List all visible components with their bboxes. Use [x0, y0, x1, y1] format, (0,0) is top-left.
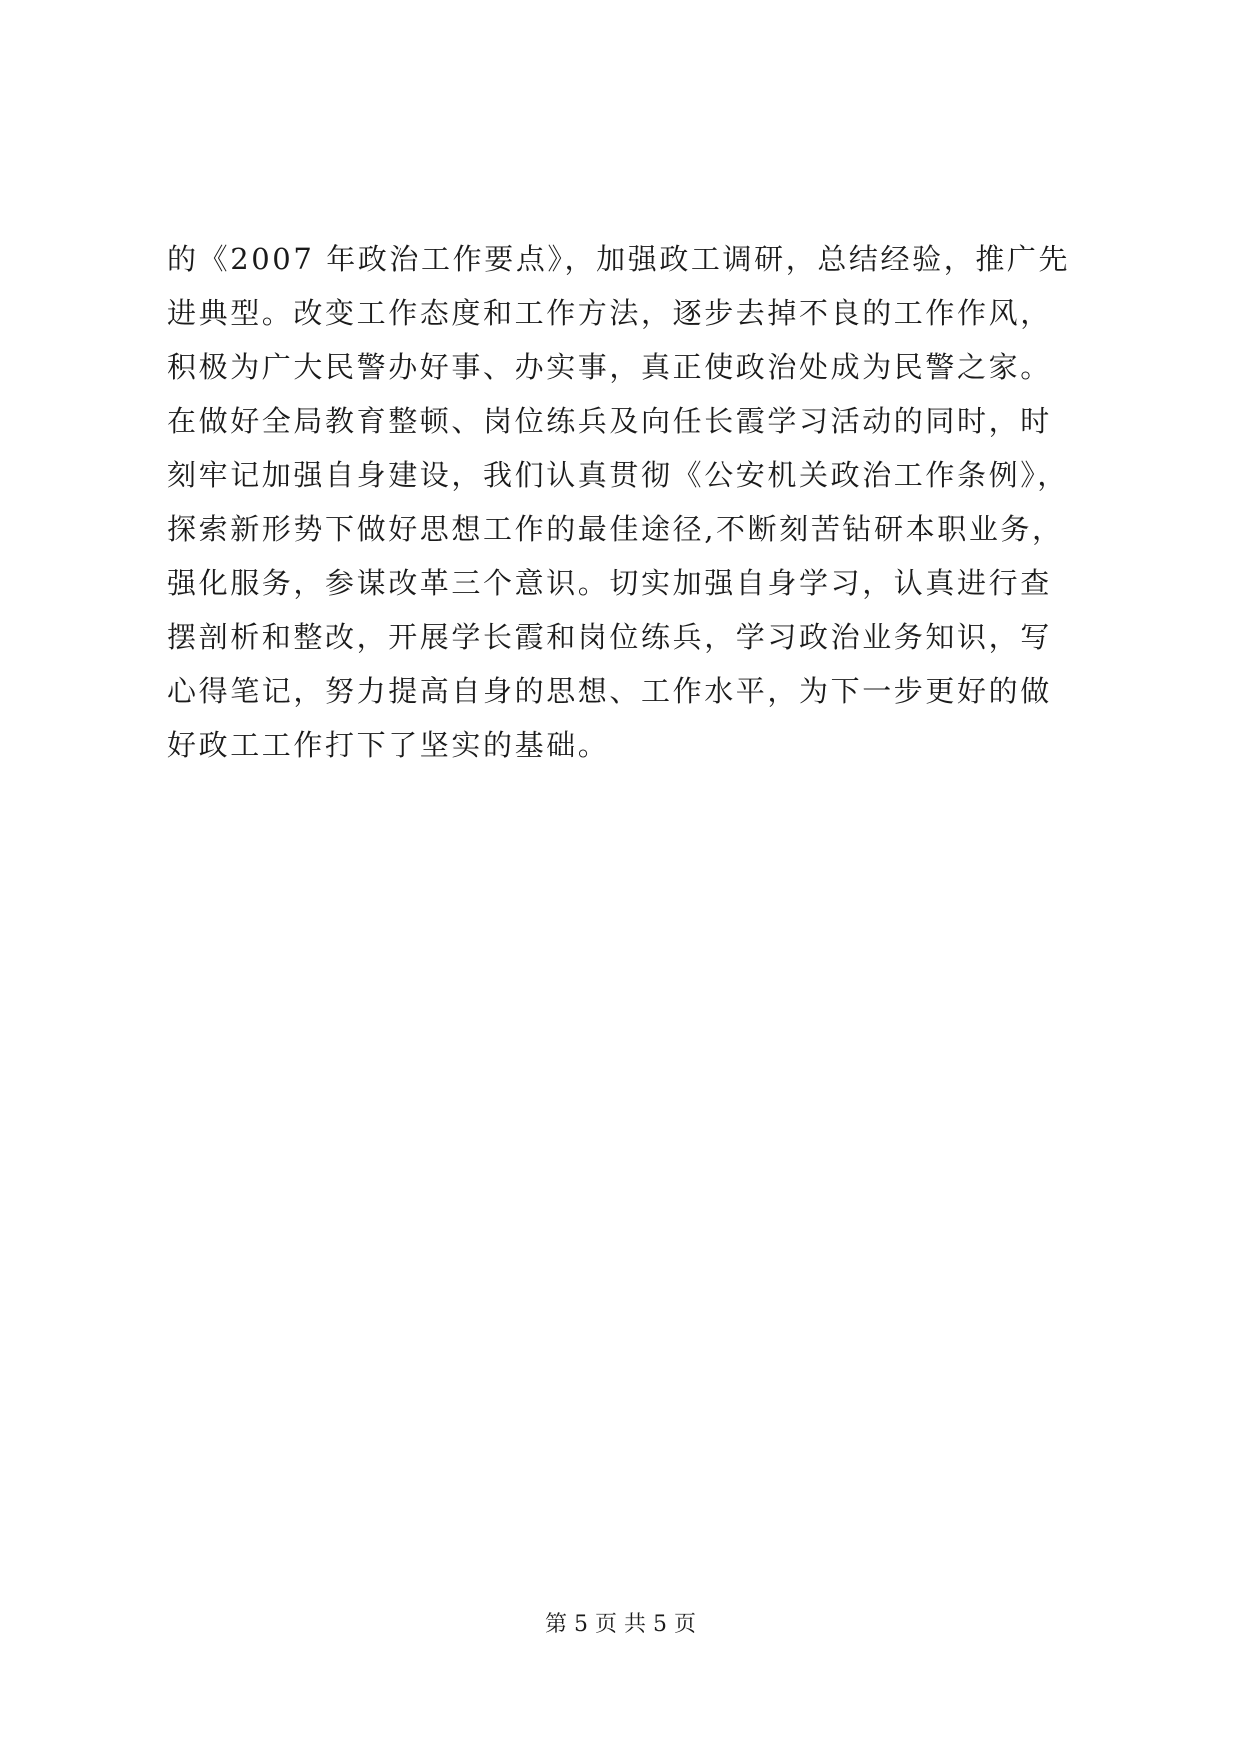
- page-number-footer: 第 5 页 共 5 页: [545, 1612, 696, 1637]
- paragraph-line: 的《2007 年政治工作要点》，加强政工调研，总结经验，推广先: [167, 242, 1071, 276]
- paragraph-line: 摆剖析和整改，开展学长霞和岗位练兵，学习政治业务知识，写: [167, 620, 1052, 654]
- paragraph-line: 刻牢记加强自身建设，我们认真贯彻《公安机关政治工作条例》，: [167, 458, 1069, 492]
- paragraph-line: 强化服务，参谋改革三个意识。切实加强自身学习，认真进行查: [167, 566, 1052, 600]
- paragraph-line: 积极为广大民警办好事、办实事，真正使政治处成为民警之家。: [167, 350, 1052, 384]
- body-paragraph: [167, 232, 1087, 772]
- paragraph-line: 探索新形势下做好思想工作的最佳途径,不断刻苦钻研本职业务，: [167, 512, 1064, 546]
- paragraph-line: 在做好全局教育整顿、岗位练兵及向任长霞学习活动的同时，时: [167, 404, 1052, 438]
- paragraph-line: 心得笔记，努力提高自身的思想、工作水平，为下一步更好的做: [167, 674, 1052, 708]
- paragraph-line: 进典型。改变工作态度和工作方法，逐步去掉不良的工作作风，: [167, 296, 1052, 330]
- paragraph-line: 好政工工作打下了坚实的基础。: [167, 728, 610, 762]
